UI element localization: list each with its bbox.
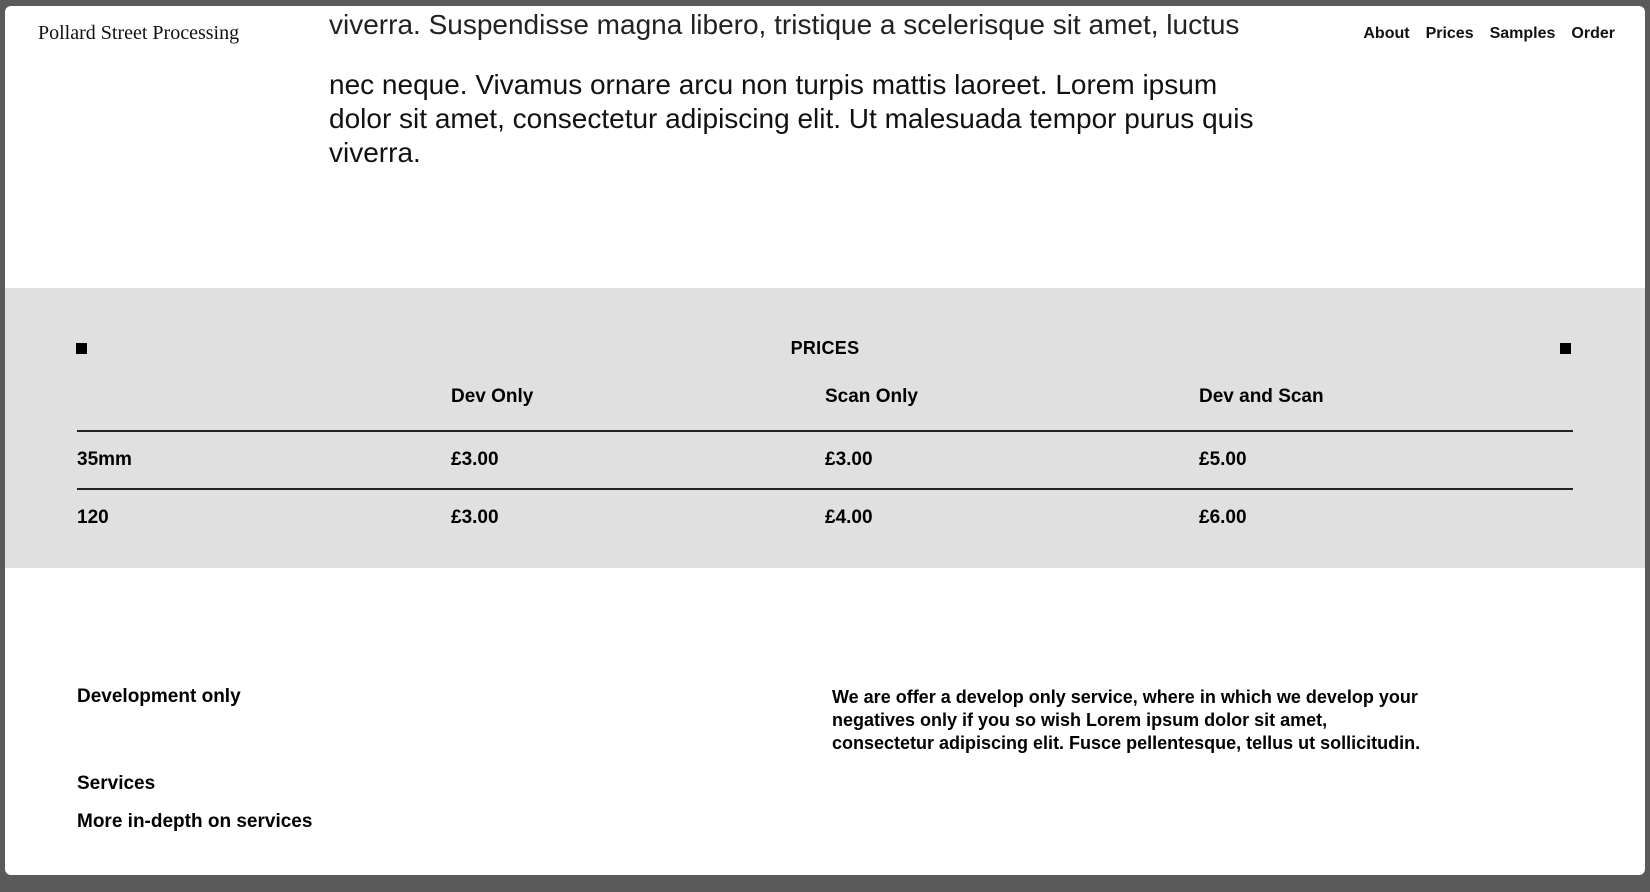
more-services-link[interactable]: More in-depth on services — [77, 811, 313, 832]
price-cell: £4.00 — [825, 507, 873, 528]
prices-section — [5, 288, 1645, 568]
browser-window — [5, 6, 1645, 875]
table-row — [77, 432, 1573, 490]
price-cell: £3.00 — [451, 507, 499, 528]
price-cell: £5.00 — [1199, 449, 1247, 470]
intro-line: viverra. — [329, 137, 421, 168]
site-title[interactable]: Pollard Street Processing — [38, 22, 240, 44]
intro-cut-line: viverra. Suspendisse magna libero, tristique a scelerisque sit amet, luctus — [329, 9, 1240, 40]
row-label: 120 — [77, 507, 109, 528]
nav-link-samples[interactable]: Samples — [1489, 25, 1556, 42]
column-header-dev-and-scan: Dev and Scan — [1199, 386, 1324, 407]
development-only-description: We are offer a develop only service, where in which we develop your negatives only if you so wish Lorem ipsum dolor sit amet, consectetur adipiscing elit. Fusce pellentesque, tellus ut sollicitudin. — [832, 687, 1421, 753]
price-table — [77, 386, 1573, 546]
price-cell: £3.00 — [825, 449, 873, 470]
square-bullet-icon — [1560, 343, 1571, 354]
nav-link-order[interactable]: Order — [1571, 25, 1615, 42]
prices-heading: PRICES — [790, 338, 860, 358]
price-cell: £6.00 — [1199, 507, 1247, 528]
price-cell: £3.00 — [451, 449, 499, 470]
services-link[interactable]: Services — [77, 773, 156, 794]
nav-link-prices[interactable]: Prices — [1425, 25, 1474, 42]
site-header — [5, 6, 1645, 62]
intro-lines — [329, 68, 1253, 170]
price-table-header — [77, 386, 1573, 432]
row-label: 35mm — [77, 449, 132, 470]
development-only-title: Development only — [77, 686, 241, 707]
intro-line: nec neque. Vivamus ornare arcu non turpis mattis laoreet. Lorem ipsum — [329, 69, 1218, 100]
column-header-dev-only: Dev Only — [451, 386, 534, 407]
intro-line: dolor sit amet, consectetur adipiscing elit. Ut malesuada tempor purus quis — [329, 103, 1254, 134]
column-header-scan-only: Scan Only — [825, 386, 918, 407]
main-nav — [1363, 25, 1615, 43]
nav-link-about[interactable]: About — [1363, 25, 1410, 42]
table-row — [77, 490, 1573, 546]
